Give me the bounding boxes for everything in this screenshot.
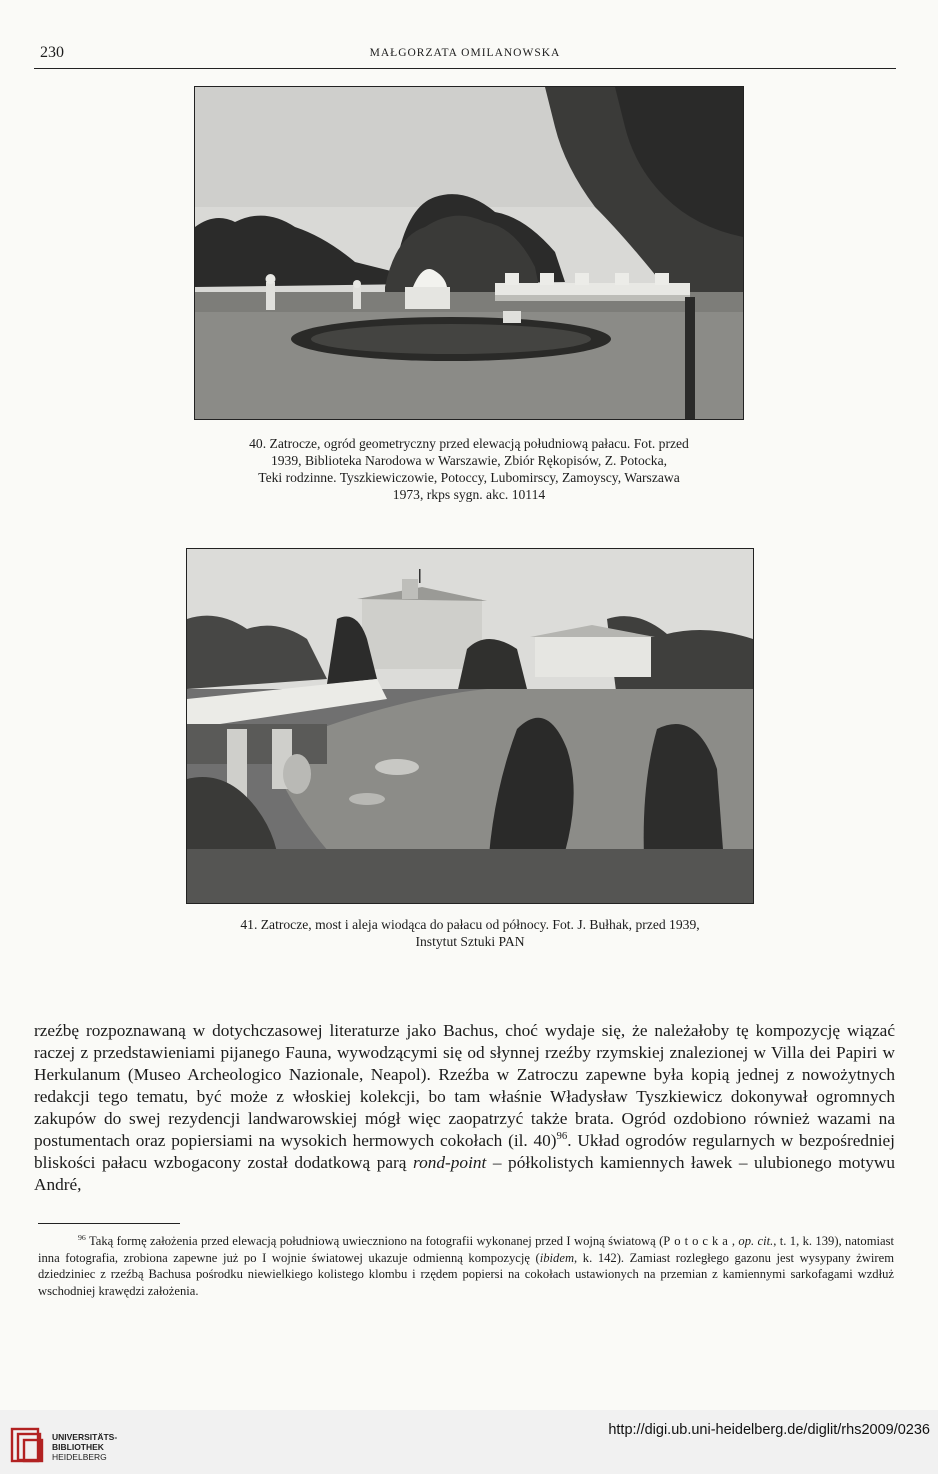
body-paragraph: [34, 1020, 895, 1196]
footnote-op-cit: op. cit.: [738, 1234, 774, 1248]
figure-40-caption: [180, 435, 758, 503]
bridge-photo-illustration: [187, 549, 753, 903]
library-name-line: UNIVERSITÄTS-: [52, 1432, 118, 1442]
running-title: MAŁGORZATA OMILANOWSKA: [369, 47, 561, 59]
body-text-part: . Układ ogrodów regularnych w bezpośredniej bliskości pałacu wzbogacony został dodatkową parą: [34, 1131, 895, 1172]
footnote-text: ,: [731, 1234, 739, 1248]
italic-term: rond-point: [413, 1153, 487, 1172]
caption-line: 40. Zatrocze, ogród geometryczny przed elewacją południową pałacu. Fot. przed: [249, 436, 689, 451]
footnote-author: Potocka: [663, 1234, 732, 1248]
footnote-ibidem: ibidem: [539, 1250, 575, 1265]
source-url-link[interactable]: http://digi.ub.uni-heidelberg.de/diglit/rhs2009/0236: [608, 1422, 930, 1438]
footnote-rule: [38, 1223, 180, 1224]
body-text-part: – półkolistych kamiennych ławek – ulubionego motywu André,: [34, 1153, 895, 1194]
caption-line: 1939, Biblioteka Narodowa w Warszawie, Zbiór Rękopisów, Z. Potocka,: [270, 453, 668, 468]
garden-photo-illustration: [195, 87, 743, 419]
footnote-number: 96: [78, 1232, 86, 1242]
library-name: [52, 1432, 117, 1462]
caption-line: Instytut Sztuki PAN: [415, 934, 525, 949]
body-text-part: rzeźbę rozpoznawaną w dotychczasowej literaturze jako Bachus, choć wydaje się, że należałoby tę kompozycję wiązać raczej z przedstawieniami pijanego Fauna, wywodzącymi się od słynnej rzeźby rzymskiej znalezionej w Villa dei Papiri w Herkulanum (Museo Archeologico Nazionale, Neapol). Rzeźba w Zatroczu zapewne była kopią jednej z nowożytnych redakcji tego tematu, być może z włoskiej kolekcji, bo tam właśnie Władysław Tyszkiewicz dokonywał ogromnych zakupów do swej rezydencji landwarowskiej mógł więc zaopatrzyć także brata. Ogród ozdobiono również wazami na postumentach oraz popiersiami na wysokich hermowych cokołach (il. 40): [34, 1021, 895, 1150]
figure-41-caption: [150, 916, 790, 950]
page-number: 230: [40, 44, 64, 61]
caption-line: 41. Zatrocze, most i aleja wiodąca do pałacu od północy. Fot. J. Bułhak, przed 1939,: [240, 917, 700, 932]
library-footer: [0, 1410, 938, 1474]
caption-line: 1973, rkps sygn. akc. 10114: [392, 487, 546, 502]
figure-40-photo: [194, 86, 744, 420]
footnote-96: [38, 1233, 894, 1299]
footnote-reference[interactable]: 96: [556, 1130, 568, 1143]
footnote-text: , t. 1, k. 139), natomiast inna fotografia, zrobiona zapewne już po I wojnie światowej ukazuje odmienną kompozycję (: [38, 1234, 894, 1265]
footnote-text: Taką formę założenia przed elewacją południową uwieczniono na fotografii wykonanej przed I wojną światową (: [85, 1234, 664, 1248]
figure-41-photo: [186, 548, 754, 904]
library-logo-icon: [10, 1426, 46, 1464]
caption-line: Teki rodzinne. Tyszkiewiczowie, Potoccy, Lubomirscy, Zamoyscy, Warszawa: [258, 470, 680, 485]
library-name-line: HEIDELBERG: [52, 1452, 107, 1462]
footnote-text: , k. 142). Zamiast rozległego gazonu jest wysypany żwirem dziedziniec z rzeźbą Bachusa pośrodku niewielkiego kolistego klombu i rzędem popiersi na cokołach ustawionych na przemian z kamiennymi sarkofagami wzdłuż wschodniej krawędzi założenia.: [38, 1250, 895, 1298]
library-name-line: BIBLIOTHEK: [52, 1442, 104, 1452]
running-header: [34, 44, 896, 69]
